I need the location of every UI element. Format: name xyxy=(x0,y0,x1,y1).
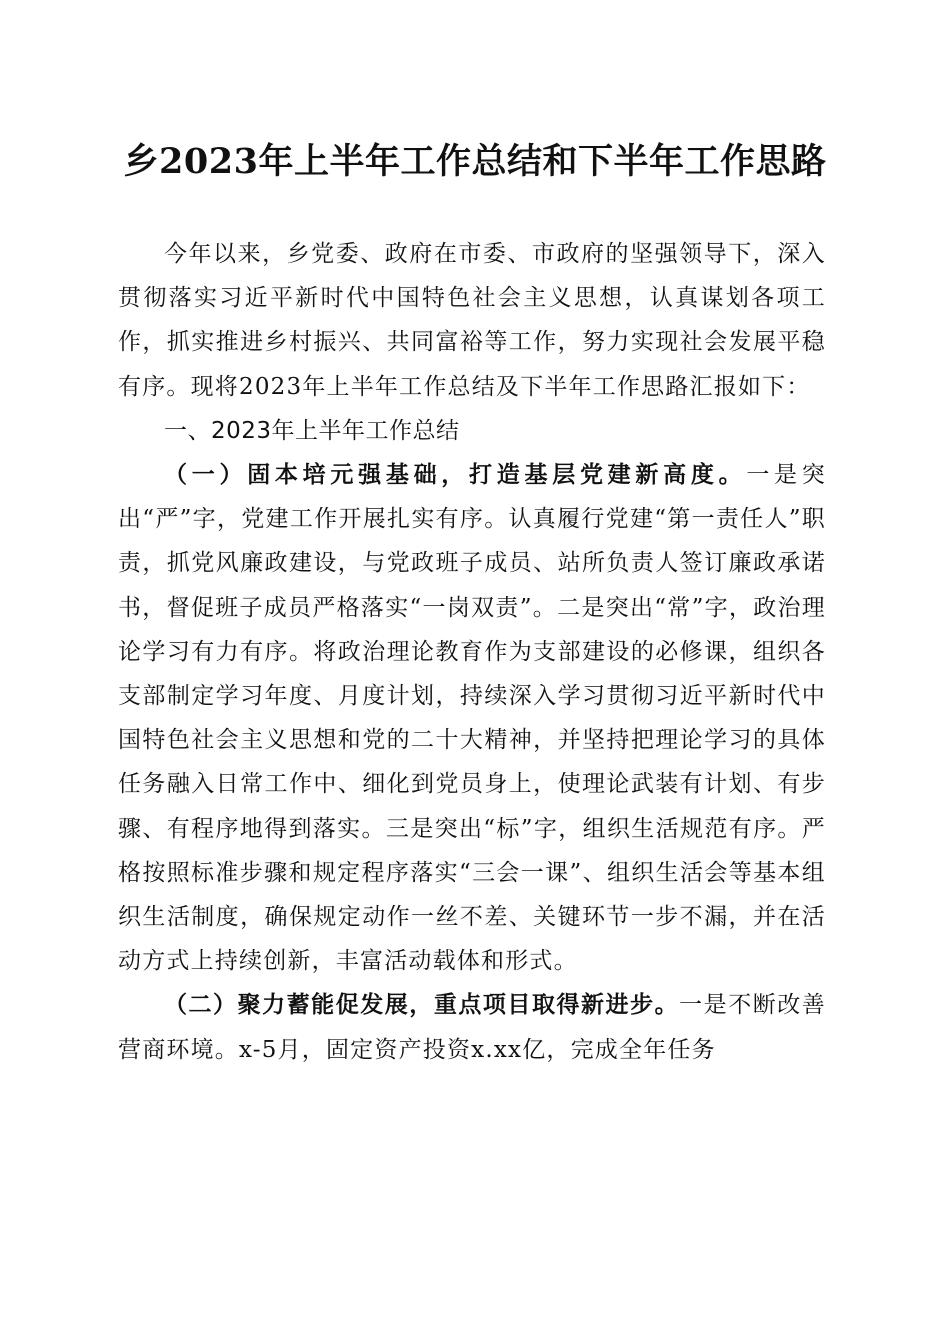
item-text-1: 一是突出“严”字，党建工作开展扎实有序。认真履行党建“第一责任人”职责，抓党风廉政建设，与党政班子成员、站所负责人签订廉政承诺书，督促班子成员严格落实“一岗双责”。二是突出“常”字，政治理论学习有力有序。将政治理论教育作为支部建设的必修课，组织各支部制定学习年度、月度计划，持续深入学习贯彻习近平新时代中国特色社会主义思想和党的二十大精神，并坚持把理论学习的具体任务融入日常工作中、细化到党员身上，使理论武装有计划、有步骤、有程序地得到落实。三是突出“标”字，组织生活规范有序。严格按照标准步骤和规定程序落实“三会一课”、组织生活会等基本组织生活制度，确保规定动作一丝不差、关键环节一步不漏，并在活动方式上持续创新，丰富活动载体和形式。 xyxy=(118,462,826,975)
item-lead-2: （二）聚力蓄能促发展，重点项目取得新进步。 xyxy=(164,991,680,1019)
item-paragraph-2 xyxy=(118,983,826,1071)
document-body xyxy=(118,232,826,1072)
document-title: 乡2023年上半年工作总结和下半年工作思路 xyxy=(123,141,827,182)
item-text-2: 一是不断改善营商环境。x-5月，固定资产投资x.xx亿，完成全年任务 xyxy=(118,992,827,1063)
intro-paragraph: 今年以来，乡党委、政府在市委、市政府的坚强领导下，深入贯彻落实习近平新时代中国特色社会主义思想，认真谋划各项工作，抓实推进乡村振兴、共同富裕等工作，努力实现社会发展平稳有序。现将2023年上半年工作总结及下半年工作思路汇报如下： xyxy=(118,241,826,400)
item-lead-1: （一）固本培元强基础，打造基层党建新高度。 xyxy=(164,461,747,489)
item-paragraph-1 xyxy=(118,453,826,983)
section-heading: 一、2023年上半年工作总结 xyxy=(164,417,460,444)
